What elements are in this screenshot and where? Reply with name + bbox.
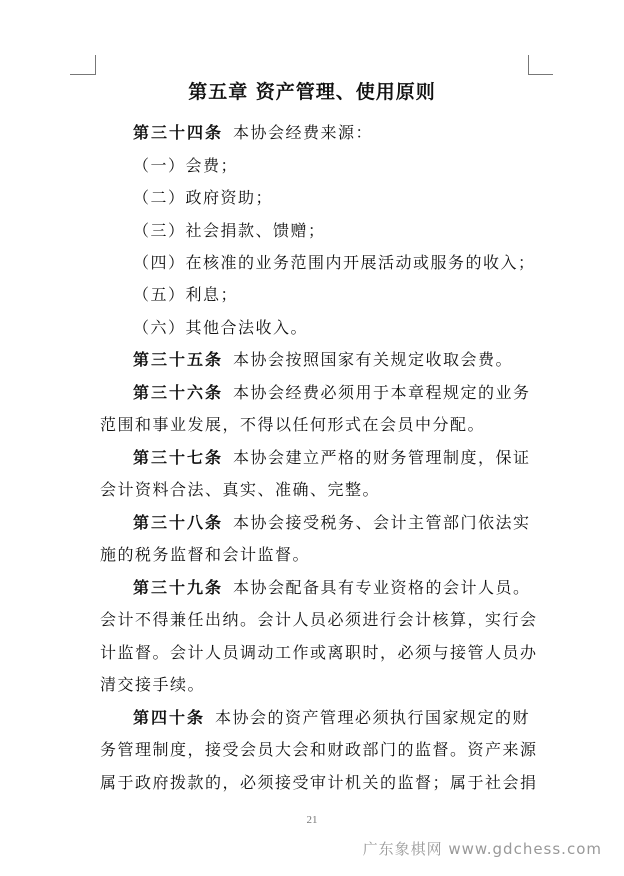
article-continuation: 范围和事业发展，不得以任何形式在会员中分配。 <box>100 415 486 434</box>
crop-mark-top-left <box>70 74 95 75</box>
list-item: （一）会费； <box>133 156 239 175</box>
article-text: 本协会建立严格的财务管理制度，保证 <box>233 448 531 467</box>
article-continuation: 会计资料合法、真实、准确、完整。 <box>100 480 381 499</box>
article-continuation: 清交接手续。 <box>100 675 206 694</box>
article-text: 本协会按照国家有关规定收取会费。 <box>233 350 514 369</box>
article-label: 第四十条 <box>133 708 206 727</box>
article-continuation: 会计不得兼任出纳。会计人员必须进行会计核算，实行会 <box>100 610 538 629</box>
article-text: 本协会配备具有专业资格的会计人员。 <box>233 578 531 597</box>
article-38 <box>133 512 531 534</box>
article-label: 第三十八条 <box>133 513 224 532</box>
article-text: 本协会经费来源： <box>233 123 374 142</box>
article-continuation: 属于政府拨款的，必须接受审计机关的监督；属于社会捐 <box>100 773 538 792</box>
article-text: 本协会接受税务、会计主管部门依法实 <box>233 513 531 532</box>
article-continuation: 务管理制度，接受会员大会和财政部门的监督。资产来源 <box>100 740 538 759</box>
article-label: 第三十五条 <box>133 350 224 369</box>
crop-mark-top-left <box>95 55 96 75</box>
list-item: （六）其他合法收入。 <box>133 318 309 337</box>
article-label: 第三十六条 <box>133 383 224 402</box>
article-label: 第三十四条 <box>133 123 224 142</box>
page-number: 21 <box>306 814 318 826</box>
crop-mark-top-right <box>528 55 529 75</box>
article-label: 第三十九条 <box>133 578 224 597</box>
article-37 <box>133 447 531 469</box>
article-label: 第三十七条 <box>133 448 224 467</box>
watermark: 广东象棋网 www.gdchess.com <box>362 840 602 858</box>
list-item: （四）在核准的业务范围内开展活动或服务的收入； <box>133 253 536 272</box>
list-item: （二）政府资助； <box>133 188 274 207</box>
article-text: 本协会经费必须用于本章程规定的业务 <box>233 383 531 402</box>
article-39 <box>133 577 531 599</box>
list-item: （五）利息； <box>133 285 239 304</box>
crop-mark-top-right <box>528 74 553 75</box>
article-continuation: 计监督。会计人员调动工作或离职时，必须与接管人员办 <box>100 643 538 662</box>
article-34 <box>133 122 373 144</box>
article-continuation: 施的税务监督和会计监督。 <box>100 545 311 564</box>
chapter-title: 第五章 资产管理、使用原则 <box>188 81 436 103</box>
list-item: （三）社会捐款、馈赠； <box>133 221 326 240</box>
article-40 <box>133 707 530 729</box>
article-36 <box>133 382 531 404</box>
article-35 <box>133 349 513 371</box>
article-text: 本协会的资产管理必须执行国家规定的财 <box>215 708 531 727</box>
